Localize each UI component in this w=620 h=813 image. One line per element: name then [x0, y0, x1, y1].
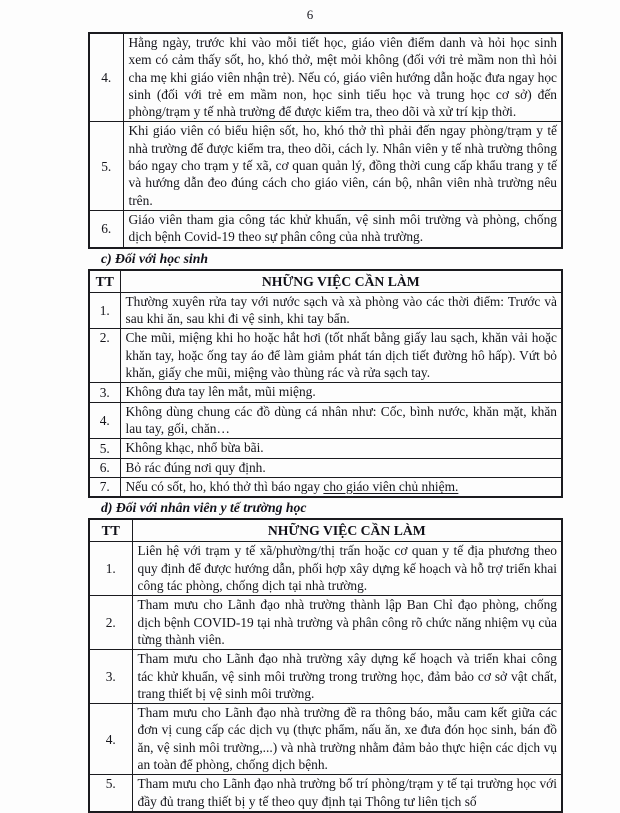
column-header-tt: TT [89, 270, 120, 293]
row-task: Giáo viên tham gia công tác khử khuẩn, vệ sinh môi trường và phòng, chống dịch bệnh Covid-19 theo sự phân công của nhà trường. [123, 210, 562, 247]
table-header-row [89, 270, 562, 293]
table-row [89, 704, 562, 775]
row-number: 6. [89, 458, 120, 477]
column-header-task: NHỮNG VIỆC CẦN LÀM [120, 270, 562, 293]
row-number: 4. [89, 402, 120, 439]
row-task-underlined-text: cho giáo viên chủ nhiệm. [323, 478, 459, 494]
table-row [89, 33, 562, 122]
row-task: Không dùng chung các đồ dùng cá nhân như: Cốc, bình nước, khăn mặt, khăn lau tay, gối, chăn… [120, 402, 562, 439]
row-task: Tham mưu cho Lãnh đạo nhà trường xây dựng kế hoạch và triển khai công tác khử khuẩn, vệ sinh môi trường trong trường học, đảm bảo cơ sở vật chất, trang thiết bị vệ sinh môi trường. [132, 650, 562, 704]
row-task: Tham mưu cho Lãnh đạo nhà trường thành lập Ban Chỉ đạo phòng, chống dịch bệnh COVID-19 tại nhà trường và phân công rõ chức năng nhiệm vụ của từng thành viên. [132, 596, 562, 650]
row-number: 2. [89, 596, 132, 650]
row-task: Bỏ rác đúng nơi quy định. [120, 458, 562, 477]
row-number: 4. [89, 704, 132, 775]
row-task: Không đưa tay lên mắt, mũi miệng. [120, 383, 562, 402]
row-task: Khi giáo viên có biểu hiện sốt, ho, khó thở thì phải đến ngay phòng/trạm y tế nhà trường để được kiểm tra, theo dõi, cách ly. Nhân viên y tế nhà trường thông báo ngay cho trạm y tế xã, cơ quan quản lý, đồng thời cung cấp khẩu trang y tế và hướng dẫn đeo đúng cách cho giáo viên, cán bộ, nhân viên nhà trường nêu trên. [123, 122, 562, 210]
row-task: Che mũi, miệng khi ho hoặc hắt hơi (tốt nhất bằng giấy lau sạch, khăn vải hoặc khăn tay, hoặc ống tay áo để làm giảm phát tán dịch tiết đường hô hấp). Vứt bỏ khăn, giấy che mũi, miệng vào thùng rác và rửa sạch tay. [120, 329, 562, 383]
row-task: Không khạc, nhổ bừa bãi. [120, 439, 562, 458]
section-c-heading: c) Đối với học sinh [101, 250, 208, 266]
row-number: 5. [89, 775, 132, 812]
row-task: Tham mưu cho Lãnh đạo nhà trường đề ra thông báo, mẫu cam kết giữa các đơn vị cung cấp các dịch vụ (thực phẩm, nấu ăn, xe đưa đón học sinh, bán đồ ăn, vệ sinh môi trường,...) và nhà trường nhằm đảm bảo thực hiện các dịch vụ an toàn để phòng, chống dịch bệnh. [132, 704, 562, 775]
row-number: 5. [89, 122, 123, 210]
table-row [89, 402, 562, 439]
table-row [89, 477, 562, 497]
table-row [89, 650, 562, 704]
table-teachers-continued [88, 32, 563, 249]
table-row [89, 458, 562, 477]
row-task: Thường xuyên rửa tay với nước sạch và xà phòng vào các thời điểm: Trước và sau khi ăn, sau khi đi vệ sinh, khi tay bẩn. [120, 292, 562, 329]
table-row [89, 292, 562, 329]
table-row [89, 383, 562, 402]
table-row [89, 542, 562, 596]
table-row [89, 210, 562, 247]
row-number: 4. [89, 33, 123, 122]
row-task: Hằng ngày, trước khi vào mỗi tiết học, giáo viên điểm danh và hỏi học sinh xem có cảm thấy sốt, ho, khó thở, mệt mỏi không (đối với trẻ mầm non thì hỏi cha mẹ khi giáo viên nhận trẻ). Nếu có, giáo viên hướng dẫn hoặc đưa ngay học sinh (đối với trẻ em mầm non, học sinh tiểu học và trung học cơ sở) đến phòng/trạm y tế nhà trường để được kiểm tra, theo dõi và xử trí kịp thời. [123, 33, 562, 122]
column-header-task: NHỮNG VIỆC CẦN LÀM [132, 519, 562, 542]
table-row [89, 329, 562, 383]
row-task: Tham mưu cho Lãnh đạo nhà trường bố trí phòng/trạm y tế tại trường học với đầy đủ trang thiết bị y tế theo quy định tại Thông tư liên tịch số [132, 775, 562, 812]
row-number: 1. [89, 292, 120, 329]
section-d-heading: d) Đối với nhân viên y tế trường học [101, 500, 307, 516]
row-number: 7. [89, 477, 120, 497]
row-number: 3. [89, 383, 120, 402]
row-number: 2. [89, 329, 120, 383]
table-students [88, 269, 563, 499]
table-medical-staff [88, 518, 563, 813]
row-task: Liên hệ với trạm y tế xã/phường/thị trấn hoặc cơ quan y tế địa phương theo quy định để được hướng dẫn, phối hợp xây dựng kế hoạch và hỗ trợ triển khai công tác phòng, chống dịch tại nhà trường. [132, 542, 562, 596]
table-header-row [89, 519, 562, 542]
row-number: 5. [89, 439, 120, 458]
row-number: 3. [89, 650, 132, 704]
table-row [89, 775, 562, 812]
table-row [89, 439, 562, 458]
document-content [88, 32, 563, 813]
table-row [89, 596, 562, 650]
row-number: 6. [89, 210, 123, 247]
column-header-tt: TT [89, 519, 132, 542]
row-task [120, 477, 562, 497]
row-number: 1. [89, 542, 132, 596]
page-number: 6 [306, 7, 314, 22]
row-task-text: Nếu có sốt, ho, khó thở thì báo ngay [125, 478, 324, 494]
table-row [89, 122, 562, 210]
